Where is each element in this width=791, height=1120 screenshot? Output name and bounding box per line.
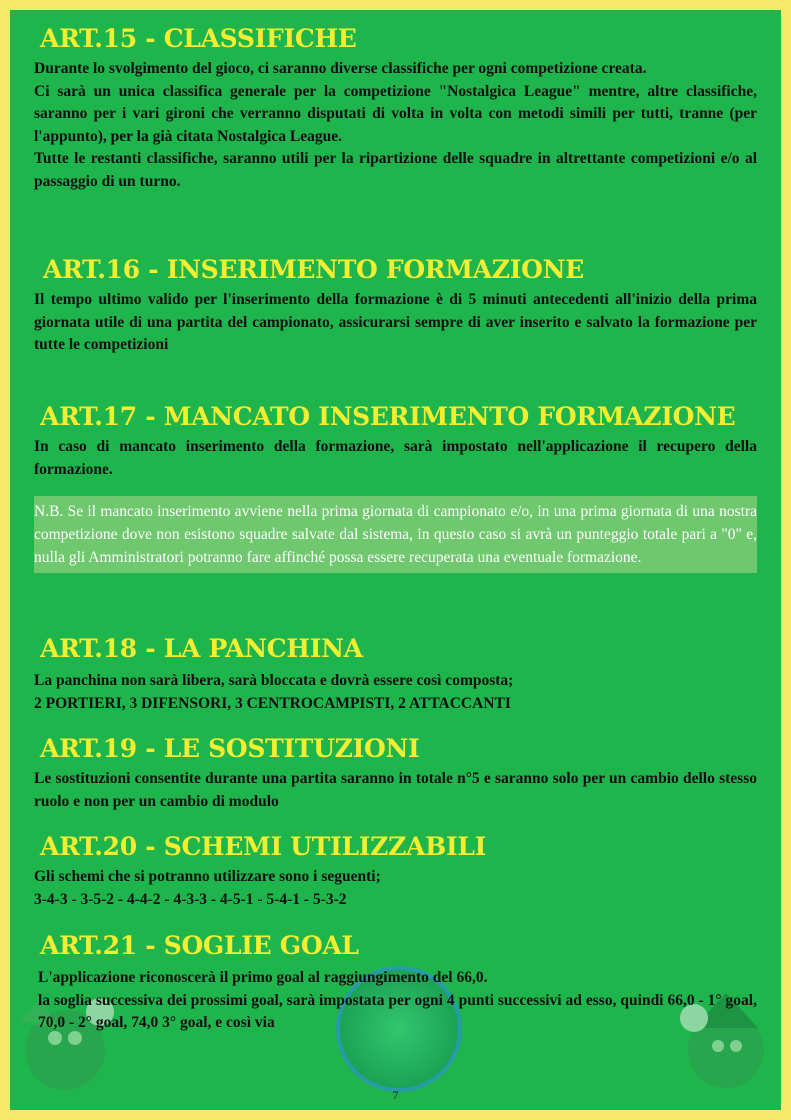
section-art21 [34,931,757,1035]
section-paragraph: 3-4-3 - 3-5-2 - 4-4-2 - 4-3-3 - 4-5-1 - 5-4-1 - 5-3-2 [34,890,347,908]
section-art17 [34,402,757,481]
section-paragraph: Gli schemi che si potranno utilizzare sono i seguenti; [34,868,381,885]
section-paragraph: La panchina non sarà libera, sarà bloccata e dovrà essere così composta; [34,672,514,689]
section-art18 [34,634,757,715]
section-paragraph: Durante lo svolgimento del gioco, ci saranno diverse classifiche per ogni competizione creata. [34,60,647,77]
section-art20 [34,832,757,911]
section-paragraph: Il tempo ultimo valido per l'inserimento della formazione è di 5 minuti antecedenti all'inizio della prima giornata utile di una partita del campionato, assicurarsi sempre di aver inserito e salvato la formazione per tutte le competizioni [34,291,757,353]
section-art15 [34,24,757,193]
section-paragraph: la soglia successiva dei prossimi goal, sarà impostata per ogni 4 punti successivi ad esso, quindi 66,0 - 1° goal, 70,0 - 2° goal, 74,0 3° goal, e così via [38,991,757,1031]
section-heading: ART.17 - MANCATO INSERIMENTO FORMAZIONE [40,402,736,431]
page-number: 7 [392,1088,399,1102]
section-heading: ART.19 - LE SOSTITUZIONI [40,734,420,763]
section-heading: ART.21 - SOGLIE GOAL [40,931,359,960]
section-paragraph: 2 PORTIERI, 3 DIFENSORI, 3 CENTROCAMPISTI, 2 ATTACCANTI [34,694,511,712]
document-page [10,10,781,1110]
section-art16 [34,255,757,357]
section-art19 [34,734,757,813]
section-paragraph: L'applicazione riconoscerà il primo goal al raggiungimento del 66,0. [38,969,488,986]
section-heading: ART.18 - LA PANCHINA [40,634,363,663]
section-paragraph: Ci sarà un unica classifica generale per la competizione "Nostalgica League" mentre, altre classifiche, saranno per i vari gironi che verranno disputati di volta in volta con metodi simili per tutti, tranne (per l'appunto), per la già citata Nostalgica League. [34,82,757,145]
section-heading: ART.15 - CLASSIFICHE [40,24,357,53]
nb-note-box [34,496,757,573]
section-paragraph: Le sostituzioni consentite durante una partita saranno in totale n°5 e saranno solo per un cambio dello stesso ruolo e non per un cambio di modulo [34,770,757,810]
section-paragraph: In caso di mancato inserimento della formazione, sarà impostato nell'applicazione il recupero della formazione. [34,438,757,478]
nb-note-text: N.B. Se il mancato inserimento avviene nella prima giornata di campionato e/o, in una prima giornata di una nostra competizione dove non esistono squadre salvate dal sistema, in questo caso si avrà un punteggio totale pari a "0" e, nulla gli Amministratori potranno fare affinché possa essere recuperata una eventuale formazione. [34,503,757,566]
section-heading: ART.16 - INSERIMENTO FORMAZIONE [43,255,584,284]
section-heading: ART.20 - SCHEMI UTILIZZABILI [40,832,487,861]
section-paragraph: Tutte le restanti classifiche, saranno utili per la ripartizione delle squadre in altrettante competizioni e/o al passaggio di un turno. [34,150,757,190]
